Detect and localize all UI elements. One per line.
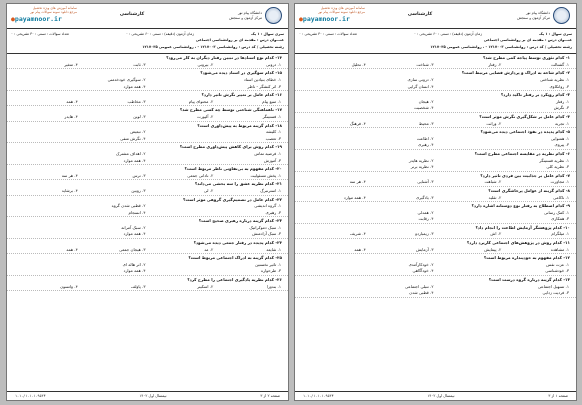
university-name: دانشگاه پیام نور xyxy=(237,10,262,15)
answer-option: ۳. آشنایی xyxy=(417,179,434,185)
question-item xyxy=(7,166,288,180)
page-footer xyxy=(7,391,288,400)
time-label: زمان آزمون (دقیقه) : تستی : ۶۰ تشریحی : ۰ xyxy=(126,32,195,36)
answer-option: ۱. نظریه فستینگر xyxy=(539,157,569,163)
question-item xyxy=(7,70,288,91)
question-item xyxy=(7,144,288,165)
answer-option: ۲. مد xyxy=(204,246,214,252)
answer-option: ۴. همه موارد xyxy=(123,83,146,89)
site-brand: ●payamnoor.ir xyxy=(299,14,350,23)
university-name: دانشگاه پیام نور xyxy=(525,10,550,15)
site-tagline: سامانه آموزش های ویژه تحصیل xyxy=(32,6,77,10)
semester-label: نیمسال اول ۱۴۰۲ xyxy=(427,394,455,398)
question-stem: ۱۷- ناهماهنگی شناختی توسط چه کسی مطرح شد؟ xyxy=(179,107,282,113)
question-stem: ۴- کدام عامل بر شکل‌گیری نگرش موثر است؟ xyxy=(479,113,570,119)
answer-options xyxy=(11,284,282,291)
answer-option: ۱. ناکامی xyxy=(553,194,569,200)
answer-option: ۴. انسجام xyxy=(128,209,146,215)
answer-option: ۱. شایعه xyxy=(266,246,281,252)
answer-option: ۲. سبک آمرانه xyxy=(121,224,146,230)
answer-options xyxy=(11,188,282,195)
answer-options xyxy=(299,262,570,275)
answer-option: ۱. خطای بنیادین اسناد xyxy=(243,77,281,82)
question-item xyxy=(7,255,288,276)
question-item xyxy=(295,114,576,128)
answer-option: ۴. فرهنگ xyxy=(349,120,366,126)
answer-option: ۴. هر سه xyxy=(61,172,78,178)
answer-options xyxy=(11,225,282,238)
page-number: صفحه ۱ از ۳ xyxy=(548,394,568,398)
question-stem: ۲۵- کدام گزینه به ادراک اجتماعی مربوط است؟ xyxy=(188,255,282,261)
answer-option: ۳. نگرش xyxy=(553,105,569,111)
degree-title: کارشناسی xyxy=(407,12,433,17)
answer-option: ۲. شباهت xyxy=(484,179,502,185)
answer-option: ۳. نظریه کلی xyxy=(546,164,569,170)
question-item xyxy=(7,197,288,218)
answer-option: ۴. همه xyxy=(354,246,366,252)
answer-option: ۲. اثر هاله ای xyxy=(122,261,146,267)
exam-code: ۱۰۱۰/۱۰۱۰۱۰۹۵۳۴ xyxy=(303,394,334,398)
question-item xyxy=(7,240,288,254)
answer-option: ۴. همه موارد xyxy=(123,231,146,237)
answer-option: ۱. رفتار xyxy=(555,98,569,104)
count-label: تعداد سوالات : تستی : ۳۰ تشریحی : ۰ xyxy=(299,32,357,36)
question-stem: ۵- کدام پدیده در نفوذ اجتماعی دیده می‌شود؟ xyxy=(480,129,570,135)
answer-options xyxy=(299,284,570,297)
university-subtitle: مرکز آزمون و سنجش xyxy=(517,15,550,20)
university-subtitle: مرکز آزمون و سنجش xyxy=(229,15,262,20)
answer-options xyxy=(299,179,570,186)
answer-option: ۲. نادانی جمعی xyxy=(187,172,214,178)
answer-option: ۳. یادگیری xyxy=(416,194,434,200)
exam-code: ۱۰۱۰/۱۰۱۰۱۰۹۵۳۴ xyxy=(15,394,46,398)
question-item xyxy=(7,55,288,69)
answer-option: ۴. همه موارد xyxy=(123,268,146,274)
question-stem: ۲۳- کدام گزینه درباره رهبری صحیح است؟ xyxy=(198,218,282,224)
question-list xyxy=(7,55,288,291)
answer-options xyxy=(299,195,570,202)
university-seal-icon xyxy=(553,7,570,24)
answer-option: ۲. تقلید xyxy=(488,194,502,200)
answer-option: ۱. همنوایی xyxy=(550,135,569,141)
answer-option: ۱. مشاهده xyxy=(550,246,569,252)
answer-option: ۲. هیجان xyxy=(418,98,434,104)
answer-option: ۳. روبین xyxy=(131,187,146,193)
answer-options xyxy=(11,129,282,142)
semester-label: نیمسال اول ۱۴۰۲ xyxy=(139,394,167,398)
answer-options xyxy=(299,121,570,128)
answer-option: ۴. همه xyxy=(66,246,78,252)
answer-option: ۲. قطبی شدن گروه xyxy=(111,203,146,209)
answer-option: ۲. سوگیری خودخدمتی xyxy=(107,77,146,82)
answer-option: ۴. رهبری xyxy=(418,142,434,148)
answer-options xyxy=(11,247,282,254)
question-stem: ۱۱- کدام روش در پژوهش‌های اجتماعی کاربرد دارد؟ xyxy=(466,240,570,246)
answer-options xyxy=(11,77,282,90)
count-label: تعداد سوالات : تستی : ۳۰ تشریحی : ۰ xyxy=(11,32,69,36)
answer-options xyxy=(11,151,282,164)
answer-option: ۴. نگرش منفی xyxy=(120,135,146,141)
question-stem: ۱۴- کدام نوع اسنادها در تبیین رفتار دیگران به کار می‌رود؟ xyxy=(166,55,282,61)
answer-options xyxy=(11,114,282,121)
question-stem: ۲- کدام شاخه به ادراک و پردازش فضایی مرتبط است؟ xyxy=(461,70,570,76)
answer-option: ۳. همکاری xyxy=(551,216,569,222)
answer-option: ۴. هر سه xyxy=(349,179,366,185)
answer-option: ۴. متغیر xyxy=(64,61,78,67)
answer-option: ۲. اش xyxy=(490,231,502,237)
answer-option: ۱. تجربه xyxy=(554,120,569,126)
question-stem: ۱۰- کدام پژوهشگر آزمایش اطاعت را انجام داد؟ xyxy=(475,224,570,230)
question-stem: ۷- کدام عامل بر جذابیت بین فردی تاثیر دارد؟ xyxy=(480,172,570,178)
university-header xyxy=(482,7,570,24)
course-label: عنـــوان درس : مقدمه ای بر روانشناسی اجتماعی xyxy=(483,38,572,43)
answer-option: ۲. لی xyxy=(203,187,214,193)
answer-options xyxy=(299,77,570,90)
question-stem: ۱- کدام تئوری توسط پیاجه کمی مطرح شد؟ xyxy=(483,55,570,61)
question-stem: ۲۴- کدام پدیده در رفتار جمعی دیده می‌شود؟ xyxy=(193,240,282,246)
university-seal-icon xyxy=(265,7,282,24)
answer-option: ۲. بیرونی xyxy=(197,61,214,67)
answer-option: ۳. ترس xyxy=(132,172,146,178)
answer-option: ۳. خودشناسی xyxy=(545,268,569,274)
answer-option: ۲. همدلی xyxy=(417,209,434,215)
question-item xyxy=(295,203,576,224)
question-item xyxy=(295,173,576,187)
answer-option: ۱. فستینگر xyxy=(262,113,281,119)
answer-option: ۳. طرحواره xyxy=(260,268,281,274)
answer-option: ۱. درونی xyxy=(266,61,281,67)
answer-option: ۲. تبعیض xyxy=(130,129,146,135)
answer-option: ۲. رفتار xyxy=(488,61,502,67)
answer-options xyxy=(299,210,570,223)
course-label: عنـــوان درس : مقدمه ای بر روانشناسی اجتماعی xyxy=(195,38,284,43)
answer-options xyxy=(299,62,570,69)
answer-option: ۲. آلپورت xyxy=(197,113,214,119)
answer-option: ۳. سبک آزادمنش xyxy=(252,231,281,237)
site-brand: ●payamnoor.ir xyxy=(11,14,62,23)
answer-option: ۳. شناخت xyxy=(416,61,434,67)
answer-option: ۴. شخصیت xyxy=(414,105,434,111)
field-label: رشته تحصیلی / کد درس : روانشناسی ۱۲۱۷۰۰۳ - ، روانشناسی عمومی ۱۲۱۷۰۳۵ xyxy=(142,44,284,49)
answer-option: ۱. استرنبرگ xyxy=(260,187,281,193)
question-stem: ۲۱- کدام نظریه عشق را سه بخشی می‌داند؟ xyxy=(194,181,282,187)
question-item xyxy=(295,255,576,276)
answer-option: ۴. رقابت xyxy=(418,216,434,222)
question-stem: ۲۲- کدام عامل در تصمیم‌گیری گروهی موثر است؟ xyxy=(183,196,282,202)
series-label: سری سوال : ۱ یک xyxy=(539,32,572,36)
answer-option: ۲. محتوای پیام xyxy=(188,98,214,104)
question-stem: ۹- کدام اصطلاح به رفتار نوع دوستانه اشاره دارد؟ xyxy=(471,203,570,209)
question-item xyxy=(295,55,576,69)
answer-options xyxy=(11,262,282,275)
answer-option: ۱. میلگرام xyxy=(551,231,569,237)
series-label: سری سوال : ۱ یک xyxy=(251,32,284,36)
answer-option: ۴. نظریه برنر xyxy=(410,164,434,170)
answer-option: ۱. تسهیل اجتماعی xyxy=(537,283,569,289)
answer-option: ۴. هایدر xyxy=(64,113,78,119)
answer-option: ۳. فردیت زدایی xyxy=(542,290,569,296)
page-banner xyxy=(295,4,576,29)
question-stem: ۶- کدام نظریه در مقایسه اجتماعی مطرح است؟ xyxy=(474,150,570,156)
question-stem: ۱۳- کدام گزینه درباره گروه درست است؟ xyxy=(488,277,570,283)
exam-info xyxy=(7,29,288,54)
answer-option: ۳. پاولف xyxy=(131,283,146,289)
answer-option: ۲. تنبلی اجتماعی xyxy=(404,283,434,289)
answer-options xyxy=(11,62,282,69)
answer-option: ۱. سبک دموکراتیک xyxy=(249,224,281,230)
answer-option: ۴. انسان گرایی xyxy=(407,83,434,89)
answer-option: ۳. آموزش xyxy=(263,157,281,163)
answer-option: ۳. اثر کنشگر - ناظر xyxy=(247,83,281,89)
answer-option: ۴. قطبی شدن xyxy=(409,290,434,296)
question-item xyxy=(7,107,288,121)
question-item xyxy=(295,70,576,91)
site-logo xyxy=(299,6,365,26)
answer-options xyxy=(299,247,570,254)
answer-option: ۴. واتسون xyxy=(60,283,78,289)
answer-options xyxy=(11,173,282,180)
question-list xyxy=(295,55,576,298)
answer-option: ۱. پخش مسئولیت xyxy=(250,172,281,178)
site-logo xyxy=(11,6,77,26)
answer-option: ۳. ثابت xyxy=(133,61,146,67)
question-stem: ۲۶- کدام نظریه یادگیری اجتماعی را مطرح کرد؟ xyxy=(187,277,282,283)
question-item xyxy=(7,181,288,195)
answer-option: ۳. روانکاوی xyxy=(549,83,569,89)
answer-option: ۳. آزمایش xyxy=(415,246,434,252)
answer-option: ۳. هیجان جمعی xyxy=(119,246,146,252)
answer-option: ۲. اطاعت xyxy=(416,135,434,141)
question-item xyxy=(295,151,576,172)
answer-option: ۳. رهبری xyxy=(265,209,281,215)
answer-options xyxy=(299,231,570,238)
answer-option: ۱. تاثیر نخستین xyxy=(255,261,281,267)
answer-option: ۴. تحلیل xyxy=(351,61,366,67)
answer-option: ۳. تعصب xyxy=(265,135,281,141)
answer-option: ۳. لوین xyxy=(133,113,146,119)
question-stem: ۱۵- کدام سوگیری در اسناد دیده می‌شود؟ xyxy=(200,70,282,76)
answer-option: ۲. وراثت xyxy=(486,120,502,126)
answer-options xyxy=(11,203,282,216)
answer-option: ۳. محیط xyxy=(418,120,434,126)
university-header xyxy=(194,7,282,24)
answer-option: ۲. نظریه هایدر xyxy=(408,157,434,163)
answer-option: ۲. پیمایش xyxy=(484,246,502,252)
question-stem: ۱۸- کدام گزینه مربوط به پیش‌داوری است؟ xyxy=(197,122,282,128)
answer-option: ۱. گروه اندیشی xyxy=(254,203,281,209)
answer-option: ۱. مجاورت xyxy=(550,179,569,185)
answer-options xyxy=(11,99,282,106)
answer-option: ۴. همه xyxy=(66,98,78,104)
answer-option: ۳. مخاطب xyxy=(127,98,146,104)
question-stem: ۳- کدام رویکرد بر رفتار تاکید دارد؟ xyxy=(500,92,570,98)
answer-options xyxy=(299,158,570,171)
question-item xyxy=(7,277,288,291)
answer-option: ۱. منبع پیام xyxy=(262,98,281,104)
answer-option: ۴. همه موارد xyxy=(123,157,146,163)
answer-option: ۲. اسکینر xyxy=(197,283,214,289)
field-label: رشته تحصیلی / کد درس : روانشناسی ۱۲۱۷۰۰۳ - ، روانشناسی عمومی ۱۲۱۷۰۳۵ xyxy=(430,44,572,49)
answer-option: ۴. برشاید xyxy=(61,187,78,193)
exam-info xyxy=(295,29,576,54)
question-stem: ۲۰- کدام مفهوم به بی‌تفاوتی ناظر مربوط است؟ xyxy=(184,166,282,172)
answer-option: ۴. همه موارد xyxy=(343,194,366,200)
question-stem: ۱۲- کدام مفهوم به خودپنداره مربوط است؟ xyxy=(483,255,570,261)
exam-page-2 xyxy=(6,3,289,401)
question-item xyxy=(295,240,576,254)
answer-option: ۲. درونی سازی xyxy=(407,77,434,82)
site-subtagline: مرجع دانلود نمونه سوالات پیام نور xyxy=(30,10,77,15)
answer-option: ۱. کمک رسانی xyxy=(543,209,569,215)
question-item xyxy=(295,129,576,150)
question-item xyxy=(295,92,576,113)
answer-option: ۲. خودکارآمدی xyxy=(408,261,434,267)
answer-option: ۱. گشتالت xyxy=(551,61,569,67)
question-stem: ۱۹- کدام روش برای کاهش پیش‌داوری مطرح است؟ xyxy=(179,144,282,150)
answer-option: ۳. زیمباردو xyxy=(415,231,434,237)
answer-option: ۴. شریف xyxy=(350,231,366,237)
question-item xyxy=(7,92,288,106)
question-item xyxy=(7,123,288,144)
answer-option: ۴. خودآگاهی xyxy=(412,268,434,274)
answer-option: ۲. اهداف مشترک xyxy=(115,150,146,156)
page-banner xyxy=(7,4,288,29)
answer-option: ۱. فرضیه تماس xyxy=(254,150,281,156)
answer-option: ۱. کلیشه xyxy=(265,129,281,135)
answer-option: ۳. پیروی xyxy=(554,142,569,148)
answer-options xyxy=(299,99,570,112)
answer-options xyxy=(299,136,570,149)
question-item xyxy=(295,277,576,298)
page-number: صفحه ۲ از ۳ xyxy=(260,394,280,398)
question-item xyxy=(295,188,576,202)
site-tagline: سامانه آموزش های ویژه تحصیل xyxy=(320,6,365,10)
degree-title: کارشناسی xyxy=(119,12,145,17)
site-subtagline: مرجع دانلود نمونه سوالات پیام نور xyxy=(318,10,365,15)
time-label: زمان آزمون (دقیقه) : تستی : ۶۰ تشریحی : ۰ xyxy=(414,32,483,36)
answer-option: ۱. عزت نفس xyxy=(546,261,569,267)
question-item xyxy=(295,225,576,239)
page-footer xyxy=(295,391,576,400)
exam-page-1 xyxy=(294,3,577,401)
question-stem: ۸- کدام گزینه از عوامل پرخاشگری است؟ xyxy=(488,187,570,193)
question-item xyxy=(7,218,288,239)
answer-option: ۱. بندورا xyxy=(266,283,281,289)
answer-option: ۱. نظریه شناختی xyxy=(540,77,569,82)
question-stem: ۱۶- کدام عامل بر تغییر نگرش تاثیر دارد؟ xyxy=(201,92,282,98)
